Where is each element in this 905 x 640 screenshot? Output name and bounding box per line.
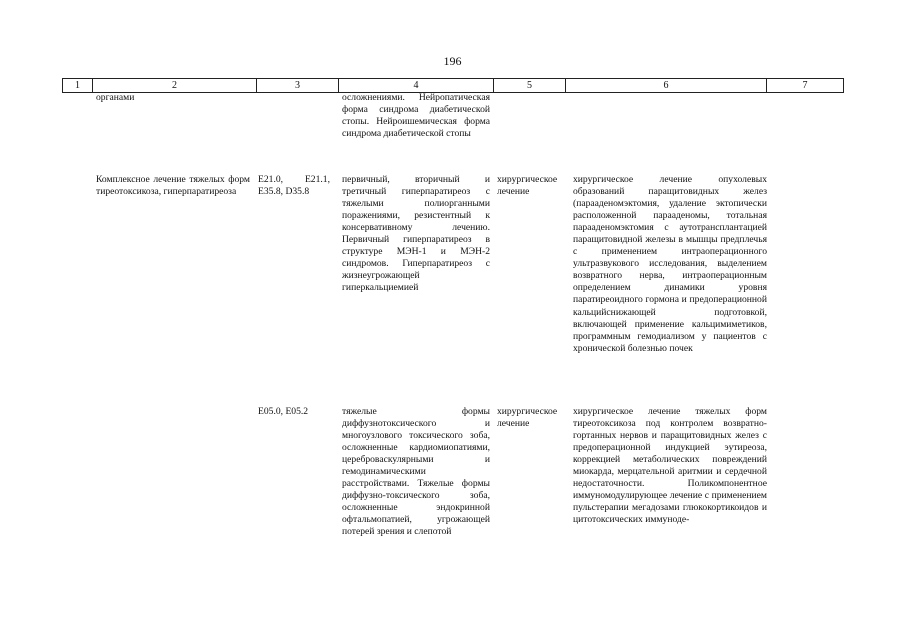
row2-col6: хирургическое лечение опухолевых образований паращитовидных желез (парааденомэктомия, удаление эктопически расположенной парааденомы, тотальная парааденомэктомия с аутотрансплантацией паращитовидной железы в мышцы предплечья с применением интраоперационного ультразвукового исследования, выделением возвратного нерва, интраоперационным определением динамики уровня паратиреоидного гормона и предоперационной кальцийснижающей подготовкой, включающей применение кальцимиметиков, программным гемодиализом у пациентов с хронической болезнью почек (573, 174, 767, 354)
page-number: 196 (443, 54, 462, 68)
row1-col4: осложнениями. Нейропатическая форма синдрома диабетической стопы. Нейроишемическая форма синдрома диабетической стопы (342, 92, 490, 140)
row3-col5: хирургическое лечение (497, 406, 558, 430)
row2-col2: Комплексное лечение тяжелых форм тиреотоксикоза, гиперпаратиреоза (96, 174, 250, 198)
header-col-2: 2 (92, 79, 256, 92)
row2-col3: E21.0, E21.1, E35.8, D35.8 (258, 174, 330, 198)
header-col-3: 3 (256, 79, 338, 92)
header-col-1: 1 (62, 79, 92, 92)
row1-col2: органами (96, 92, 135, 103)
row2-col4: первичный, вторичный и третичный гиперпаратиреоз с тяжелыми полиорганными поражениями, резистентный к консервативному лечению. Первичный гиперпаратиреоз в структуре МЭН-1 и МЭН-2 синдромов. Гиперпаратиреоз с жизнеугрожающей гиперкальциемией (342, 174, 490, 294)
header-col-6: 6 (565, 79, 766, 92)
row3-col4: тяжелые формы диффузнотоксического и многоузлового токсического зоба, осложненные кардиомиопатиями, цереброваскулярными и гемодинамическими расстройствами. Тяжелые формы диффузно-токсического зоба, осложненные эндокринной офтальмопатией, угрожающей потерей зрения и слепотой (342, 406, 490, 538)
row2-col5: хирургическое лечение (497, 174, 558, 198)
row3-col6: хирургическое лечение тяжелых форм тиреотоксикоза под контролем возвратно-гортанных нервов и паращитовидных желез с предоперационной индукцией эутиреоза, коррекцией метаболических повреждений миокарда, мерцательной аритмии и сердечной недостаточности. Поликомпонентное иммуномодулирующее лечение с применением пульстерапии мегадозами глюкокортикоидов и цитотоксических иммуноде- (573, 406, 767, 526)
header-col-7: 7 (766, 79, 844, 92)
header-col-5: 5 (493, 79, 565, 92)
header-col-4: 4 (338, 79, 493, 92)
table-header-row (62, 78, 844, 93)
row3-col3: E05.0, E05.2 (258, 406, 309, 417)
